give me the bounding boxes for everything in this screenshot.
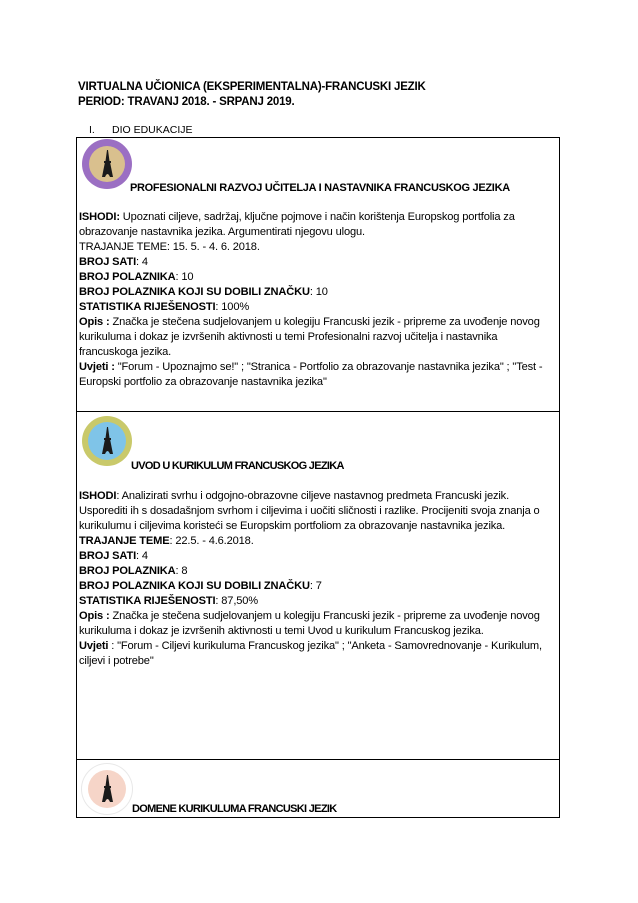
sati-label: BROJ SATI [79,550,137,562]
trajanje-line [79,534,555,549]
polaznika-line [79,564,555,579]
uvjeti-text: "Forum - Upoznajmo se!" ; "Stranica - Portfolio za obrazovanje nastavnika jezika" ; "Test - Europski portfolio za obrazovanje nastavnika jezika" [79,361,543,388]
opis-paragraph [79,609,555,639]
statistika-line [79,594,555,609]
statistika-value: : 87,50% [215,595,259,607]
eiffel-tower-icon [82,139,132,189]
znacka-line [79,579,555,594]
trajanje-value: : 22.5. - 4.6.2018. [169,535,254,547]
module-row [77,759,559,817]
znacka-label: BROJ POLAZNIKA KOJI SU DOBILI ZNAČKU [79,286,310,298]
module-title: PROFESIONALNI RAZVOJ UČITELJA I NASTAVNIKA FRANCUSKOG JEZIKA [130,182,510,194]
opis-label: Opis : [79,316,110,328]
statistika-label: STATISTIKA RIJEŠENOSTI [79,301,216,313]
uvjeti-text: : "Forum - Ciljevi kurikuluma Francuskog jezika" ; "Anketa - Samovrednovanje - Kurikulum, ciljevi i potrebe" [79,640,542,667]
document-title: VIRTUALNA UČIONICA (EKSPERIMENTALNA)-FRANCUSKI JEZIK [78,81,426,93]
polaznika-value: : 8 [175,565,188,577]
module-row [77,411,559,759]
opis-text: Značka je stečena sudjelovanjem u kolegiju Francuski jezik - pripreme za uvođenje novog kurikuluma i dokaz je izvršenih aktivnosti u temi Profesionalni razvoj učitelja i nastavnika francuskoga jezika. [79,316,540,358]
trajanje-label: TRAJANJE TEME [79,535,170,547]
znacka-value: : 7 [309,580,322,592]
period-line: PERIOD: TRAVANJ 2018. - SRPANJ 2019. [78,96,295,108]
ishodi-text: : Analizirati svrhu i odgojno-obrazovne ciljeve nastavnog predmeta Francuski jezik. Usporediti ih s dosadašnjom svrhom i ciljevima i uočiti sličnosti i razlike. Procijeniti svoja znanja o kurikulumu i ciljevima koristeći se Europskim portfoliom za obrazovanje nastavnika jezika. [79,490,540,532]
uvjeti-label: Uvjeti [79,640,109,652]
module-details [79,489,555,669]
sati-value: : 4 [136,550,148,562]
section-number: I. [89,124,95,136]
module-row [77,138,559,411]
uvjeti-paragraph [79,639,555,669]
module-title: DOMENE KURIKULUMA FRANCUSKI JEZIK [132,803,337,815]
module-badge [82,416,132,466]
module-badge [82,139,132,189]
polaznika-value: : 10 [175,271,194,283]
opis-text: Značka je stečena sudjelovanjem u kolegiju Francuski jezik - pripreme za uvođenje novog kurikuluma i dokaz je izvršenih aktivnosti u temi Uvod u kurikulum Francuskog jezika. [79,610,540,637]
sati-value: : 4 [136,256,148,268]
statistika-label: STATISTIKA RIJEŠENOSTI [79,595,216,607]
polaznika-label: BROJ POLAZNIKA [79,565,176,577]
modules-table [76,137,560,818]
uvjeti-label: Uvjeti : [79,361,115,373]
eiffel-tower-icon [82,416,132,466]
sati-line [79,549,555,564]
section-heading [78,124,193,136]
uvjeti-paragraph [79,360,555,390]
sati-line [79,255,555,270]
opis-paragraph [79,315,555,360]
opis-label: Opis : [79,610,110,622]
eiffel-tower-icon [82,764,132,814]
znacka-value: : 10 [309,286,328,298]
module-details [79,210,555,390]
znacka-label: BROJ POLAZNIKA KOJI SU DOBILI ZNAČKU [79,580,310,592]
section-label: DIO EDUKACIJE [112,124,193,136]
trajanje-line: TRAJANJE TEME: 15. 5. - 4. 6. 2018. [79,241,260,253]
ishodi-label: ISHODI [79,490,117,502]
sati-label: BROJ SATI [79,256,137,268]
polaznika-line [79,270,555,285]
polaznika-label: BROJ POLAZNIKA [79,271,176,283]
ishodi-text: Upoznati ciljeve, sadržaj, ključne pojmove i način korištenja Europskog portfolia za obrazovanje nastavnika jezika. Argumentirati njegovu ulogu. [79,211,515,238]
ishodi-label: ISHODI: [79,211,120,223]
ishodi-paragraph [79,210,555,240]
statistika-value: : 100% [215,301,250,313]
module-title: UVOD U KURIKULUM FRANCUSKOG JEZIKA [131,460,344,472]
ishodi-paragraph [79,489,555,534]
module-badge [82,764,132,814]
statistika-line [79,300,555,315]
znacka-line [79,285,555,300]
